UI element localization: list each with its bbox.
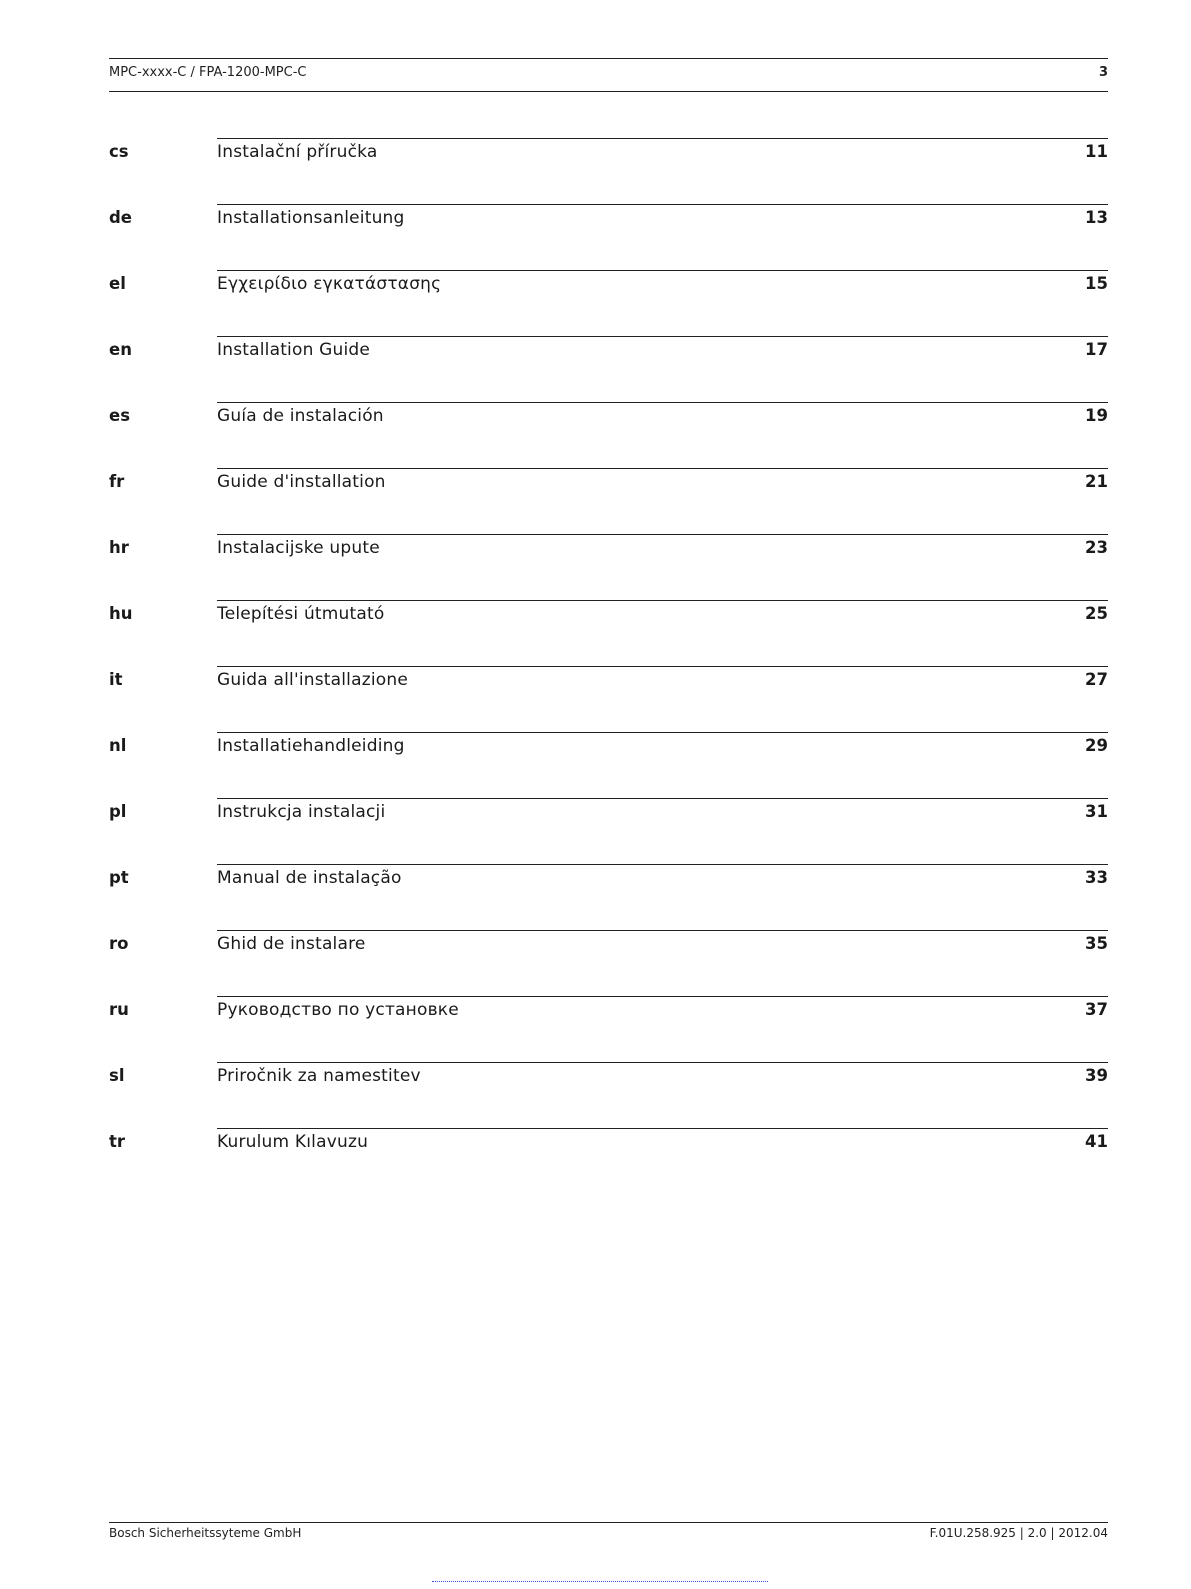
language-code: cs	[109, 142, 129, 161]
entry-rule	[217, 468, 1108, 469]
entry-rule	[217, 600, 1108, 601]
language-code: es	[109, 406, 131, 425]
toc-entry-en[interactable]	[109, 336, 1108, 402]
section-title[interactable]: Guía de instalación	[217, 406, 384, 426]
language-code: sl	[109, 1066, 125, 1085]
toc-entry-el[interactable]	[109, 270, 1108, 336]
section-page-number: 41	[1085, 1132, 1108, 1151]
language-code: ru	[109, 1000, 129, 1019]
company-name: Bosch Sicherheitssyteme GmbH	[109, 1526, 302, 1540]
language-code: hu	[109, 604, 133, 623]
toc-entry-pl[interactable]	[109, 798, 1108, 864]
section-page-number: 13	[1085, 208, 1108, 227]
entry-rule	[217, 864, 1108, 865]
toc-entry-cs[interactable]	[109, 138, 1108, 204]
document-reference: F.01U.258.925 | 2.0 | 2012.04	[929, 1526, 1108, 1540]
section-page-number: 21	[1085, 472, 1108, 491]
language-code: de	[109, 208, 133, 227]
entry-rule	[217, 798, 1108, 799]
toc-entry-es[interactable]	[109, 402, 1108, 468]
language-code: tr	[109, 1132, 126, 1151]
section-page-number: 37	[1085, 1000, 1108, 1019]
toc-entry-ru[interactable]	[109, 996, 1108, 1062]
section-title[interactable]: Instalační příručka	[217, 142, 378, 162]
entry-rule	[217, 204, 1108, 205]
section-page-number: 29	[1085, 736, 1108, 755]
language-code: el	[109, 274, 126, 293]
toc-entry-hu[interactable]	[109, 600, 1108, 666]
entry-rule	[217, 402, 1108, 403]
document-title: MPC-xxxx-C / FPA-1200-MPC-C	[109, 65, 307, 80]
section-title[interactable]: Kurulum Kılavuzu	[217, 1132, 369, 1152]
toc-entry-sl[interactable]	[109, 1062, 1108, 1128]
section-title[interactable]: Telepítési útmutató	[217, 604, 385, 624]
section-page-number: 17	[1085, 340, 1108, 359]
entry-rule	[217, 996, 1108, 997]
section-title[interactable]: Installation Guide	[217, 340, 371, 360]
section-page-number: 33	[1085, 868, 1108, 887]
toc-entry-hr[interactable]	[109, 534, 1108, 600]
section-title[interactable]: Εγχειρίδιο εγκατάστασης	[217, 274, 442, 294]
section-title[interactable]: Руководство по установке	[217, 1000, 459, 1020]
entry-rule	[217, 1128, 1108, 1129]
page-number: 3	[1098, 65, 1108, 80]
section-page-number: 39	[1085, 1066, 1108, 1085]
toc-entry-tr[interactable]	[109, 1128, 1108, 1194]
toc-entry-ro[interactable]	[109, 930, 1108, 996]
section-title[interactable]: Installationsanleitung	[217, 208, 405, 228]
entry-rule	[217, 138, 1108, 139]
language-code: pl	[109, 802, 127, 821]
language-code: en	[109, 340, 132, 359]
section-title[interactable]: Manual de instalação	[217, 868, 402, 888]
toc-entry-nl[interactable]	[109, 732, 1108, 798]
language-code: ro	[109, 934, 129, 953]
page-header	[109, 58, 1108, 92]
section-page-number: 27	[1085, 670, 1108, 689]
entry-rule	[217, 1062, 1108, 1063]
section-title[interactable]: Installatiehandleiding	[217, 736, 405, 756]
section-title[interactable]: Instalacijske upute	[217, 538, 380, 558]
section-page-number: 31	[1085, 802, 1108, 821]
toc-entry-pt[interactable]	[109, 864, 1108, 930]
section-title[interactable]: Priročnik za namestitev	[217, 1066, 421, 1086]
entry-rule	[217, 930, 1108, 931]
language-code: fr	[109, 472, 125, 491]
entry-rule	[217, 666, 1108, 667]
section-title[interactable]: Ghid de instalare	[217, 934, 366, 954]
entry-rule	[217, 336, 1108, 337]
page-footer	[109, 1522, 1108, 1545]
toc-entry-fr[interactable]	[109, 468, 1108, 534]
entry-rule	[217, 732, 1108, 733]
entry-rule	[217, 534, 1108, 535]
section-page-number: 11	[1085, 142, 1108, 161]
entry-rule	[217, 270, 1108, 271]
table-of-contents	[109, 138, 1108, 1194]
toc-entry-de[interactable]	[109, 204, 1108, 270]
language-code: hr	[109, 538, 129, 557]
section-title[interactable]: Guida all'installazione	[217, 670, 409, 690]
language-code: it	[109, 670, 123, 689]
section-title[interactable]: Guide d'installation	[217, 472, 386, 492]
section-page-number: 15	[1085, 274, 1108, 293]
section-page-number: 19	[1085, 406, 1108, 425]
section-page-number: 35	[1085, 934, 1108, 953]
language-code: pt	[109, 868, 129, 887]
language-code: nl	[109, 736, 127, 755]
section-page-number: 23	[1085, 538, 1108, 557]
section-title[interactable]: Instrukcja instalacji	[217, 802, 386, 822]
toc-entry-it[interactable]	[109, 666, 1108, 732]
section-page-number: 25	[1085, 604, 1108, 623]
page-bottom-divider	[432, 1581, 768, 1582]
